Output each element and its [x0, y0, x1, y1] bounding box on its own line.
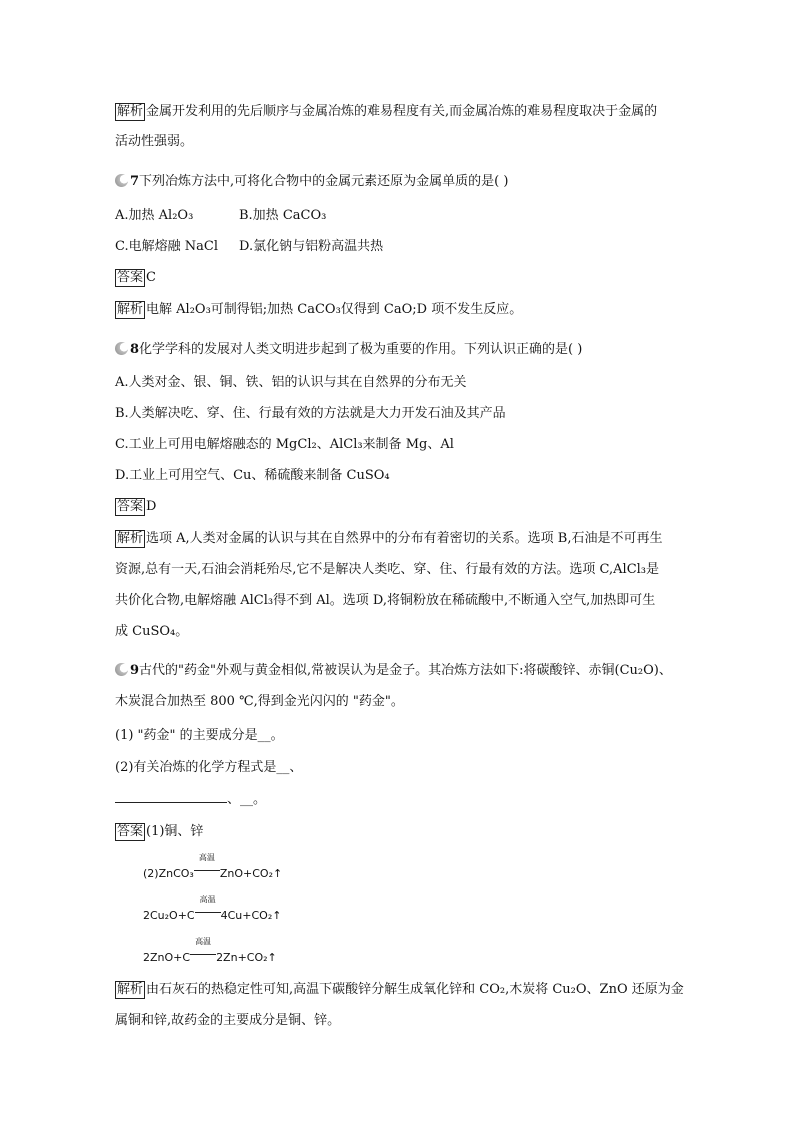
q6-analysis-line1	[115, 102, 657, 122]
q7-option-b: B.加热 CaCO₃	[239, 208, 327, 223]
answer-label: 答案	[117, 824, 144, 839]
q7-number: 7	[130, 174, 140, 189]
q6-analysis-line2: 活动性强弱。	[115, 134, 194, 149]
q9-stem-text1: 古代的"药金"外观与黄金相似,常被误认为是金子。其冶炼方法如下:将碳酸锌、赤铜(Cu₂O)、	[139, 663, 672, 678]
answer-blank	[115, 790, 227, 803]
q8-analysis-line1	[115, 529, 663, 549]
equation-1	[143, 853, 283, 880]
q8-option-d: D.工业上可用空气、Cu、稀硫酸来制备 CuSO₄	[115, 468, 390, 483]
q7-stem	[115, 172, 508, 192]
analysis-label: 解析	[117, 982, 144, 997]
q9-analysis-text1: 由石灰石的热稳定性可知,高温下碳酸锌分解生成氧化锌和 CO₂,木炭将 Cu₂O、ZnO 还原为金	[146, 982, 684, 997]
eq1-right: ZnO+CO₂↑	[219, 867, 283, 880]
q7-option-a: A.加热 Al₂O₃	[115, 208, 194, 223]
q8-analysis-line2: 资源,总有一天,石油会消耗殆尽,它不是解决人类吃、穿、住、行最有效的方法。选项 C,AlCl₃是	[115, 562, 660, 577]
q7-option-d: D.氯化钠与铝粉高温共热	[239, 239, 384, 254]
q8-option-a: A.人类对金、银、铜、铁、铝的认识与其在自然界的分布无关	[115, 375, 467, 390]
answer-label: 答案	[117, 270, 144, 285]
q7-analysis-text: 电解 Al₂O₃可制得铝;加热 CaCO₃仅得到 CaO;D 项不发生反应。	[146, 302, 523, 317]
question-marker-icon	[115, 174, 128, 187]
eq3-right: 2Zn+CO₂↑	[216, 951, 277, 964]
condition-arrow	[190, 937, 216, 959]
q7-answer-value: C	[146, 270, 156, 285]
q8-stem-text: 化学学科的发展对人类文明进步起到了极为重要的作用。下列认识正确的是( )	[139, 342, 583, 357]
q9-analysis-line1	[115, 980, 684, 1000]
q8-answer	[115, 497, 156, 517]
q8-number: 8	[130, 342, 140, 357]
equation-3	[143, 937, 277, 964]
q9-sub2: (2)有关冶炼的化学方程式是__、	[115, 760, 303, 775]
q9-answer1: (1)铜、锌	[146, 824, 204, 839]
analysis-label: 解析	[117, 104, 144, 119]
q7-option-c: C.电解熔融 NaCl	[115, 239, 218, 254]
q7-answer	[115, 268, 156, 288]
q8-analysis-text1: 选项 A,人类对金属的认识与其在自然界中的分布有着密切的关系。选项 B,石油是不可再生	[146, 531, 663, 546]
condition-arrow	[194, 853, 220, 875]
eq2-right: 4Cu+CO₂↑	[220, 909, 282, 922]
q9-stem-line1	[115, 661, 672, 681]
q7-options-row2	[115, 237, 383, 257]
eq2-left: 2Cu₂O+C	[143, 909, 195, 922]
q7-options-row1	[115, 206, 326, 226]
q9-stem-line2: 木炭混合加热至 800 ℃,得到金光闪闪的 "药金"。	[115, 694, 404, 709]
q7-stem-text: 下列冶炼方法中,可将化合物中的金属元素还原为金属单质的是( )	[139, 174, 509, 189]
question-marker-icon	[115, 342, 128, 355]
q9-sub2-tail: 、__。	[227, 792, 267, 807]
equation-2	[143, 895, 282, 922]
eq3-left: 2ZnO+C	[143, 951, 191, 964]
q7-analysis	[115, 300, 522, 320]
answer-label: 答案	[117, 499, 144, 514]
eq1-left: (2)ZnCO₃	[143, 867, 194, 880]
condition-text: 高温	[198, 853, 215, 862]
q9-answer	[115, 822, 203, 842]
q8-option-b: B.人类解决吃、穿、住、行最有效的方法就是大力开发石油及其产品	[115, 406, 506, 421]
analysis-label: 解析	[117, 302, 144, 317]
condition-arrow	[195, 895, 221, 917]
condition-text: 高温	[199, 895, 216, 904]
q8-analysis-line3: 共价化合物,电解熔融 AlCl₃得不到 Al。选项 D,将铜粉放在稀硫酸中,不断通入空气,加热即可生	[115, 593, 656, 608]
condition-text: 高温	[195, 937, 212, 946]
q9-number: 9	[130, 663, 140, 678]
q6-analysis-text1: 金属开发利用的先后顺序与金属冶炼的难易程度有关,而金属冶炼的难易程度取决于金属的	[146, 104, 658, 119]
analysis-label: 解析	[117, 531, 144, 546]
q9-sub1: (1) "药金" 的主要成分是__。	[115, 728, 284, 743]
q8-answer-value: D	[146, 499, 157, 514]
question-marker-icon	[115, 663, 128, 676]
q8-stem	[115, 340, 582, 360]
q8-option-c: C.工业上可用电解熔融态的 MgCl₂、AlCl₃来制备 Mg、Al	[115, 437, 454, 452]
q8-analysis-line4: 成 CuSO₄。	[115, 624, 189, 639]
q9-sub2-continued	[115, 790, 266, 810]
q9-analysis-line2: 属铜和锌,故药金的主要成分是铜、锌。	[115, 1013, 341, 1028]
